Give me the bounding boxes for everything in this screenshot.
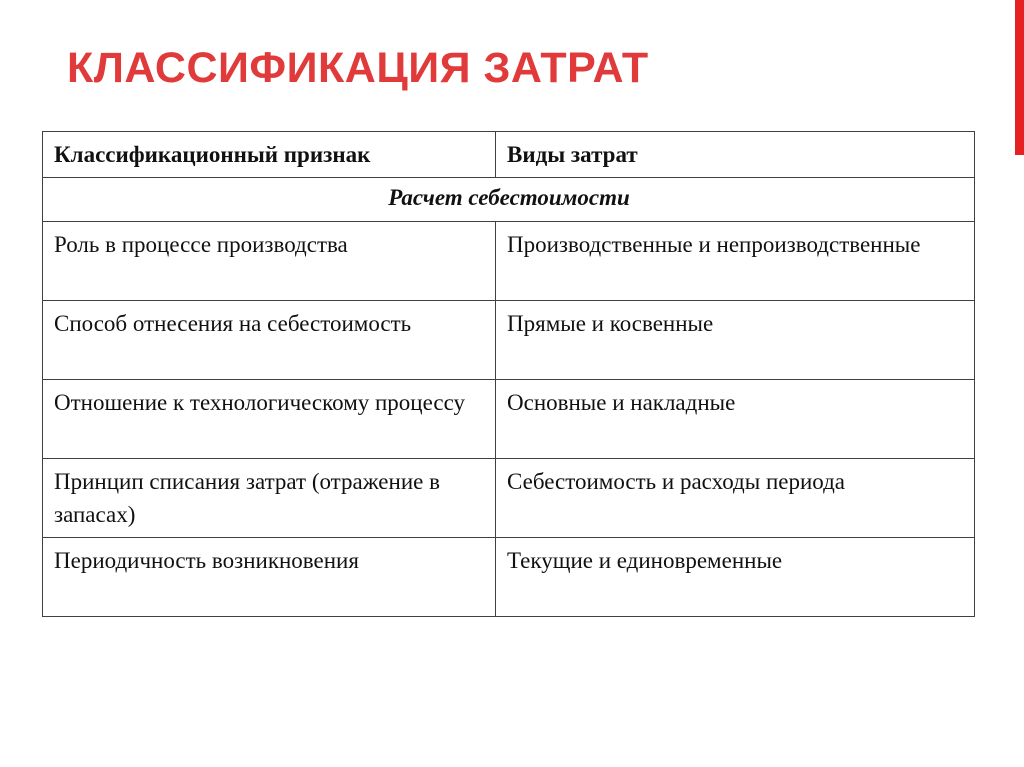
table-row bbox=[43, 301, 975, 380]
row-feature: Способ отнесения на себестоимость bbox=[43, 301, 496, 380]
row-feature: Роль в процессе производства bbox=[43, 222, 496, 301]
header-feature: Классификационный признак bbox=[43, 132, 496, 178]
row-cost-types: Основные и накладные bbox=[496, 380, 975, 459]
row-cost-types: Прямые и косвенные bbox=[496, 301, 975, 380]
table-header-row bbox=[43, 132, 975, 178]
row-feature: Отношение к технологическому процессу bbox=[43, 380, 496, 459]
section-label: Расчет себестоимости bbox=[43, 178, 975, 222]
row-cost-types: Текущие и единовременные bbox=[496, 538, 975, 617]
accent-bar bbox=[1015, 0, 1024, 155]
slide-title: КЛАССИФИКАЦИЯ ЗАТРАТ bbox=[67, 44, 649, 92]
cost-classification-table bbox=[42, 131, 975, 617]
table-row bbox=[43, 459, 975, 538]
row-feature: Принцип списания затрат (отражение в запасах) bbox=[43, 459, 496, 538]
row-feature: Периодичность возникновения bbox=[43, 538, 496, 617]
header-cost-types: Виды затрат bbox=[496, 132, 975, 178]
table-row bbox=[43, 538, 975, 617]
table-row bbox=[43, 380, 975, 459]
table-section-row bbox=[43, 178, 975, 222]
row-cost-types: Производственные и непроизводственные bbox=[496, 222, 975, 301]
table-row bbox=[43, 222, 975, 301]
row-cost-types: Себестоимость и расходы периода bbox=[496, 459, 975, 538]
